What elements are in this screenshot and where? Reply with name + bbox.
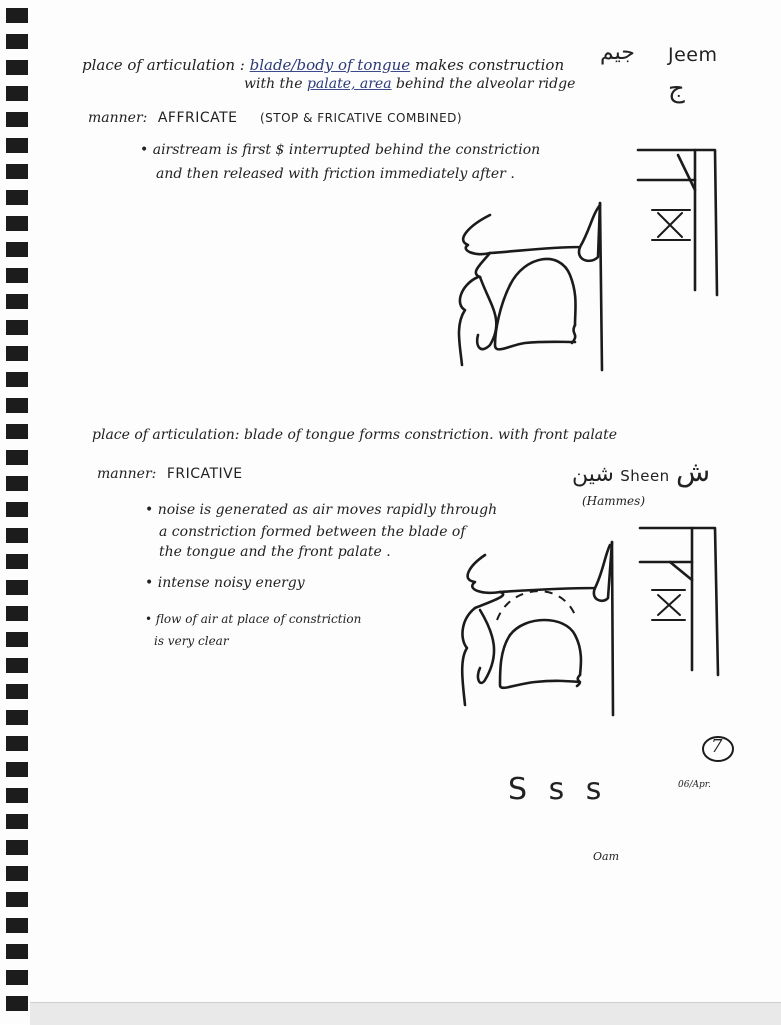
section2-manner-label: manner: xyxy=(97,466,157,482)
spiral-ring xyxy=(6,632,28,647)
section2-letter-glyph: ش xyxy=(676,455,711,488)
spiral-ring xyxy=(6,476,28,491)
section2-bullet1-line3: the tongue and the front palate . xyxy=(159,544,391,560)
spiral-ring xyxy=(6,372,28,387)
bullet-dot: • xyxy=(145,612,153,626)
section1-manner-line xyxy=(88,110,462,126)
page-number: 7 xyxy=(711,736,723,757)
section1-place-rest: makes construction xyxy=(414,56,565,74)
spiral-ring xyxy=(6,918,28,933)
section2-bullet3-line1 xyxy=(145,612,361,626)
spiral-ring xyxy=(6,580,28,595)
section1-manner-value: AFFRICATE xyxy=(157,110,238,126)
spiral-ring xyxy=(6,658,28,673)
spiral-ring xyxy=(6,528,28,543)
section2-latin-name: Sheen xyxy=(620,467,670,485)
spiral-ring xyxy=(6,944,28,959)
spiral-ring xyxy=(6,86,28,101)
section1-place-line xyxy=(82,56,564,74)
section2-arabic-name: شين xyxy=(572,462,614,487)
spiral-binding xyxy=(0,0,34,1024)
spiral-ring xyxy=(6,450,28,465)
section2-bullet2 xyxy=(145,575,305,591)
spiral-ring xyxy=(6,970,28,985)
section1-place-line2-underlined: palate, area xyxy=(306,76,392,92)
section2-bullet1-text1: noise is generated as air moves rapidly through xyxy=(157,502,498,518)
small-note: 06/Apr. xyxy=(678,780,711,790)
section2-bullet1-line1 xyxy=(145,502,497,518)
scribble-s-letters: S s s xyxy=(508,772,608,807)
section2-bullet1-line2: a constriction formed between the blade of xyxy=(159,524,466,540)
page-bottom-edge xyxy=(30,1002,781,1025)
spiral-ring xyxy=(6,502,28,517)
spiral-ring xyxy=(6,164,28,179)
spiral-ring xyxy=(6,424,28,439)
section2-bullet3-line2: is very clear xyxy=(154,634,229,648)
section2-bullet2-text: intense noisy energy xyxy=(157,575,305,591)
section2-letter-note: (Hammes) xyxy=(582,494,645,508)
section1-arabic-name: جيم xyxy=(600,40,635,65)
spiral-ring xyxy=(6,736,28,751)
section1-place-label: place of articulation : xyxy=(82,56,245,74)
section2-letter-row xyxy=(572,455,710,488)
spiral-ring xyxy=(6,996,28,1011)
section1-bullet1-line2: and then released with friction immediately after . xyxy=(156,166,515,182)
section1-letter-glyph: ج xyxy=(668,74,685,104)
section1-latin-name: Jeem xyxy=(668,44,718,66)
spiral-ring xyxy=(6,320,28,335)
bullet-dot: • xyxy=(145,575,154,591)
spiral-ring xyxy=(6,216,28,231)
spiral-ring xyxy=(6,190,28,205)
section1-place-line2-prefix: with the xyxy=(244,76,303,92)
spiral-ring xyxy=(6,242,28,257)
spiral-ring xyxy=(6,112,28,127)
spiral-ring xyxy=(6,554,28,569)
spiral-ring xyxy=(6,866,28,881)
spiral-ring xyxy=(6,294,28,309)
spiral-ring xyxy=(6,762,28,777)
section1-place-line2-rest: behind the alveolar ridge xyxy=(396,76,576,92)
spiral-ring xyxy=(6,606,28,621)
section2-vocal-tract-diagram xyxy=(455,540,625,720)
spiral-ring xyxy=(6,710,28,725)
spiral-ring xyxy=(6,268,28,283)
spiral-ring xyxy=(6,138,28,153)
section1-bullet1-text1: airstream is first $ interrupted behind the constriction xyxy=(152,142,541,158)
section2-bullet3-text1: flow of air at place of constriction xyxy=(155,612,362,626)
section1-place-underlined: blade/body of tongue xyxy=(249,56,411,74)
spiral-ring xyxy=(6,788,28,803)
section2-fricative-symbol xyxy=(630,520,725,680)
spiral-ring xyxy=(6,684,28,699)
spiral-ring xyxy=(6,34,28,49)
section2-place-line: place of articulation: blade of tongue forms constriction. with front palate xyxy=(92,427,618,443)
section1-place-line2 xyxy=(244,76,575,92)
spiral-ring xyxy=(6,892,28,907)
section1-affricate-symbol xyxy=(630,145,725,300)
spiral-ring xyxy=(6,8,28,23)
section1-vocal-tract-diagram xyxy=(450,195,625,380)
section2-manner-value: FRICATIVE xyxy=(166,466,243,482)
spiral-ring xyxy=(6,398,28,413)
scribble-word: Oam xyxy=(593,850,620,863)
section1-manner-note: (STOP & FRICATIVE COMBINED) xyxy=(259,111,463,125)
spiral-ring xyxy=(6,840,28,855)
bullet-dot: • xyxy=(140,142,149,158)
bullet-dot: • xyxy=(145,502,154,518)
section1-manner-label: manner: xyxy=(88,110,148,126)
spiral-ring xyxy=(6,60,28,75)
spiral-ring xyxy=(6,814,28,829)
spiral-ring xyxy=(6,346,28,361)
section2-manner-line xyxy=(97,466,243,482)
section1-bullet1-line1 xyxy=(140,142,540,158)
